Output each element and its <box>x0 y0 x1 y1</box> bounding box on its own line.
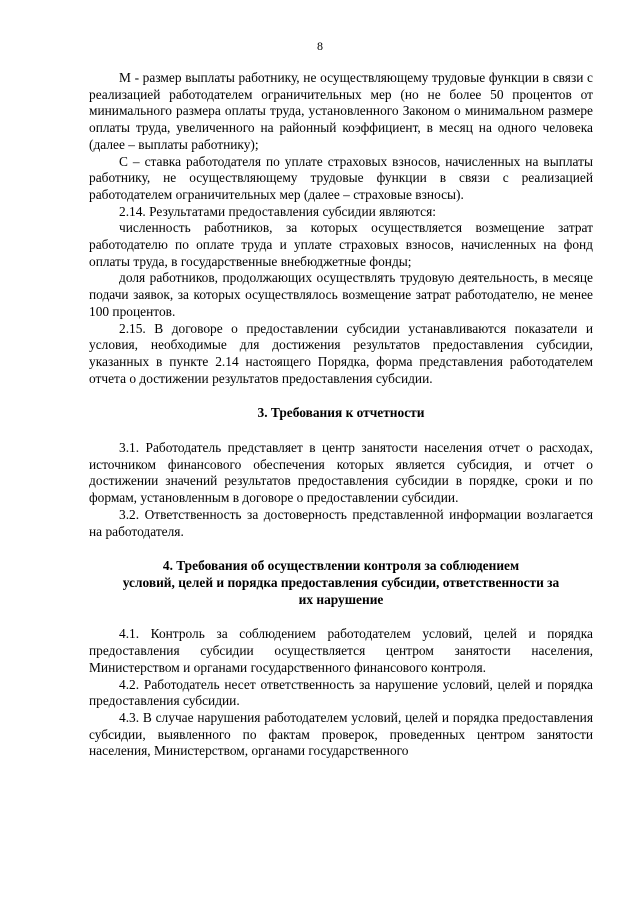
document-body <box>89 70 593 760</box>
paragraph-4-2: 4.2. Работодатель несет ответственность за нарушение условий, целей и порядка предоставления субсидии. <box>89 676 593 709</box>
paragraph-result-count: численность работников, за которых осуществляется возмещение затрат работодателю по оплате труда и уплате страховых взносов, начисленных на фонд оплаты труда, в государственные внебюджетные фонды; <box>89 220 593 269</box>
paragraph-2-15: 2.15. В договоре о предоставлении субсидии устанавливаются показатели и условия, необходимые для достижения результатов предоставления субсидии, указанных в пункте 2.14 настоящего Порядка, форма представления работодателем отчета о достижении результатов предоставления субсидии. <box>89 320 593 386</box>
section-4-heading-line-2: условий, целей и порядка предоставления субсидии, ответственности за <box>122 574 560 590</box>
page-number: 8 <box>317 39 323 53</box>
spacer <box>89 608 593 626</box>
paragraph-result-share: доля работников, продолжающих осуществлять трудовую деятельность, в месяце подачи заявок, за которых осуществлялось возмещение затрат работодателю, не менее 100 процентов. <box>89 270 593 319</box>
paragraph-m-definition: М - размер выплаты работнику, не осуществляющему трудовые функции в связи с реализацией работодателем ограничительных мер (но не более 50 процентов от минимального размера оплаты труда, установленного Законом о минимальном размере оплаты труда, увеличенного на районный коэффициент, в месяц на одного человека (далее – выплаты работнику); <box>89 70 593 152</box>
spacer <box>89 387 593 405</box>
spacer <box>89 422 593 440</box>
paragraph-3-1: 3.1. Работодатель представляет в центр занятости населения отчет о расходах, источником финансового обеспечения которых является субсидия, и отчет о достижении значений результатов предоставления субсидии в порядке, сроки и по формам, установленным в договоре о предоставлении субсидии. <box>89 440 593 506</box>
paragraph-4-3: 4.3. В случае нарушения работодателем условий, целей и порядка предоставления субсидии, выявленного по фактам проверок, проведенных центром занятости населения, Министерством, органами государственного <box>89 709 593 759</box>
paragraph-2-14: 2.14. Результатами предоставления субсидии являются: <box>119 203 436 219</box>
paragraph-c-definition: С – ставка работодателя по уплате страховых взносов, начисленных на выплаты работнику, не осуществляющему трудовые функции в связи с реализацией работодателем ограничительных мер (далее – страховые взносы). <box>89 153 593 202</box>
section-4-heading-line-3: их нарушение <box>298 591 384 607</box>
section-4-heading-line-1: 4. Требования об осуществлении контроля за соблюдением <box>162 558 520 574</box>
section-3-heading: 3. Требования к отчетности <box>257 405 425 421</box>
spacer <box>89 540 593 558</box>
paragraph-3-2: 3.2. Ответственность за достоверность представленной информации возлагается на работодателя. <box>89 506 593 539</box>
paragraph-4-1: 4.1. Контроль за соблюдением работодателем условий, целей и порядка предоставления субсидии осуществляется центром занятости населения, Министерством и органами государственного финансового контроля. <box>89 626 593 675</box>
